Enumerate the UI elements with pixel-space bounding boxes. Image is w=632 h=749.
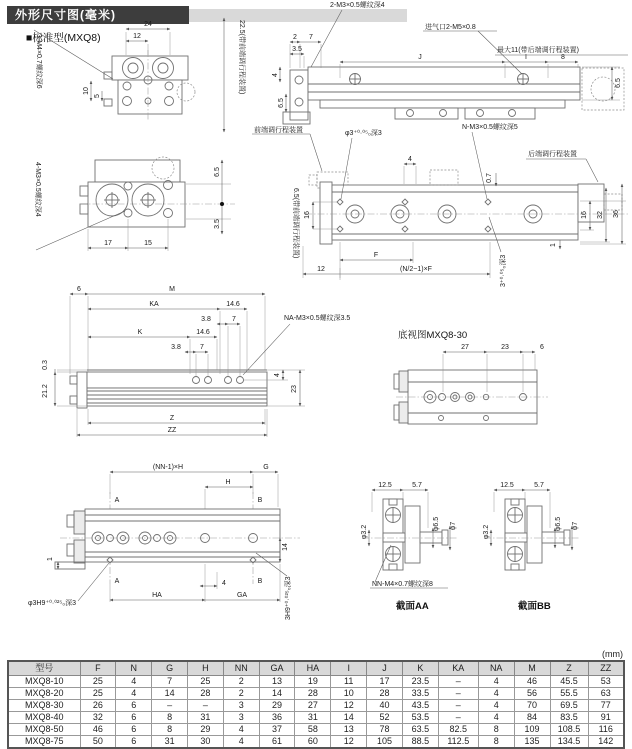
dim-1: 1 <box>47 557 54 561</box>
drawing-side-view <box>272 0 628 124</box>
dim-4: 4 <box>408 156 412 163</box>
dim-phi-3-2: φ3.2 <box>483 524 490 540</box>
col-ha: HA <box>295 661 331 676</box>
table-cell: MXQ8-75 <box>8 736 80 749</box>
dim-24: 24 <box>144 21 152 28</box>
dim-KA: KA <box>149 301 159 308</box>
table-cell: 2 <box>223 688 259 700</box>
col-na: NA <box>478 661 514 676</box>
table-cell: 8 <box>478 736 514 749</box>
table-cell: 36 <box>259 712 295 724</box>
note-max-11: 最大11(带后端调行程装置) <box>497 47 579 54</box>
thread-label-3m4: 3-M4×0.7螺纹深6 <box>35 34 42 89</box>
section-a-bottom: A <box>114 578 120 585</box>
table-cell: 8 <box>478 724 514 736</box>
dim-23: 23 <box>291 385 298 393</box>
table-row <box>8 676 624 688</box>
dim-GA: GA <box>236 592 248 599</box>
table-cell: MXQ8-40 <box>8 712 80 724</box>
dim-6-5: 6.5 <box>214 167 221 177</box>
table-cell: 46 <box>80 724 116 736</box>
drawing-section-aa <box>361 482 458 612</box>
air-port-label: 进气口2-M5×0.8 <box>425 24 476 31</box>
table-cell: 28 <box>295 688 331 700</box>
dim-27: 27 <box>461 344 469 351</box>
table-cell: 10 <box>331 688 367 700</box>
table-row <box>8 700 624 712</box>
table-cell: 70 <box>514 700 550 712</box>
dim-J: J <box>418 54 422 61</box>
table-row <box>8 688 624 700</box>
table-cell: 13 <box>259 676 295 688</box>
dim-3-5: 3.5 <box>214 219 221 229</box>
table-cell: 17 <box>367 676 403 688</box>
dim-6: 6 <box>540 344 544 351</box>
dim-16-right: 16 <box>581 211 588 219</box>
drawing-front-end-view <box>34 18 247 132</box>
table-cell: – <box>438 676 478 688</box>
table-cell: 55.5 <box>550 688 588 700</box>
drawing-plan-view <box>252 122 628 287</box>
note-6-5-front: 6.5(带前端调行程装置) <box>292 188 299 259</box>
table-cell: 142 <box>588 736 624 749</box>
side-hole-label: 3⁺⁰·⁰⁵₀深3 <box>500 254 507 287</box>
dim-H: H <box>225 479 231 486</box>
table-cell: 60 <box>295 736 331 749</box>
table-cell: 4 <box>478 688 514 700</box>
table-cell: 108.5 <box>550 724 588 736</box>
dim-3-8-b: 3.8 <box>171 344 181 351</box>
table-cell: – <box>438 700 478 712</box>
dim-6-5-left: 6.5 <box>278 98 285 108</box>
table-cell: 53 <box>588 676 624 688</box>
dim-23: 23 <box>501 344 509 351</box>
drawing-rear-end-view <box>34 157 235 251</box>
dim-17: 17 <box>104 240 112 247</box>
table-cell: 25 <box>80 688 116 700</box>
table-cell: – <box>152 700 188 712</box>
table-cell: 32 <box>80 712 116 724</box>
table-cell: 14 <box>331 712 367 724</box>
dim-7-a: 7 <box>232 316 236 323</box>
dim-12-5: 12.5 <box>500 482 514 489</box>
table-cell: MXQ8-50 <box>8 724 80 736</box>
col-model: 型号 <box>8 661 80 676</box>
col-z: Z <box>550 661 588 676</box>
table-cell: 29 <box>259 700 295 712</box>
dim-6-5-right: 6.5 <box>615 78 622 88</box>
section-aa-caption: 截面AA <box>396 601 429 612</box>
table-cell: 19 <box>295 676 331 688</box>
front-adjuster-label: 前端调行程装置 <box>254 127 303 134</box>
dim-5-7: 5.7 <box>412 482 422 489</box>
dim-0-3: 0.3 <box>42 360 49 370</box>
dim-phi-7: φ7 <box>572 521 579 531</box>
dim-G: G <box>263 464 269 471</box>
dim-1: 1 <box>550 243 557 247</box>
thread-label-nm3: N-M3×0.5螺纹深5 <box>462 124 518 131</box>
note-front-adjuster-height: 22.5(带前端调行程装置) <box>238 20 245 95</box>
table-cell: 31 <box>295 712 331 724</box>
thread-label-nn-m4: NN-M4×0.7螺纹深8 <box>372 581 433 588</box>
page-title: 外形尺寸图(毫米) <box>7 6 189 24</box>
dim-I: I <box>525 54 527 61</box>
table-cell: MXQ8-10 <box>8 676 80 688</box>
table-cell: – <box>187 700 223 712</box>
table-cell: 6 <box>116 700 152 712</box>
table-cell: 4 <box>223 736 259 749</box>
drawing-bottom-view <box>394 329 548 424</box>
dim-36: 36 <box>613 210 620 218</box>
table-cell: 25 <box>80 676 116 688</box>
col-g: G <box>152 661 188 676</box>
table-cell: 12 <box>331 736 367 749</box>
table-cell: 105 <box>367 736 403 749</box>
table-cell: 4 <box>478 700 514 712</box>
side-hole-label-3h9: 3H9⁺⁰·⁰²⁵₀深3 <box>285 576 292 620</box>
table-cell: 6 <box>116 724 152 736</box>
dim-12: 12 <box>133 33 141 40</box>
table-cell: 43.5 <box>402 700 438 712</box>
thread-label-na-m3: NA-M3×0.5螺纹深3.5 <box>284 315 351 322</box>
model-subtitle: ■标准型(MXQ8) <box>26 32 101 44</box>
dim-phi-6-5: φ6.5 <box>433 516 440 532</box>
table-cell: – <box>438 712 478 724</box>
table-cell: 45.5 <box>550 676 588 688</box>
table-cell: 11 <box>331 676 367 688</box>
dim-3-5: 3.5 <box>292 46 302 53</box>
dim-HA: HA <box>152 592 162 599</box>
drawing-section-bb <box>483 482 580 612</box>
table-cell: 13 <box>331 724 367 736</box>
table-cell: 78 <box>367 724 403 736</box>
dim-2: 2 <box>293 34 297 41</box>
dim-7: 7 <box>309 34 313 41</box>
dim-12-5: 12.5 <box>378 482 392 489</box>
table-cell: 82.5 <box>438 724 478 736</box>
dim-14: 14 <box>282 543 289 551</box>
hole-label-phi3h9: φ3H9⁺⁰·⁰²⁵₀深3 <box>28 600 77 607</box>
dim-4: 4 <box>222 580 226 587</box>
dim-4: 4 <box>274 373 281 377</box>
table-header-row <box>8 661 624 676</box>
dim-F: F <box>373 252 379 259</box>
table-cell: 8 <box>152 724 188 736</box>
dim-14-6-b: 14.6 <box>196 329 210 336</box>
thread-label-2m3: 2-M3×0.5螺纹深4 <box>330 2 385 9</box>
table-cell: 31 <box>187 712 223 724</box>
col-zz: ZZ <box>588 661 624 676</box>
thread-label-4m3: 4-M3×0.5螺纹深4 <box>34 162 41 217</box>
table-body <box>8 676 624 749</box>
table-cell: 56 <box>514 688 550 700</box>
table-cell: 26 <box>80 700 116 712</box>
table-row <box>8 724 624 736</box>
table-cell: 109 <box>514 724 550 736</box>
drawing-section-plan-view <box>28 464 300 620</box>
table-cell: 6 <box>116 712 152 724</box>
unit-note: (mm) <box>602 649 623 659</box>
dim-8: 8 <box>561 54 565 61</box>
dim-M: M <box>169 286 175 293</box>
col-ga: GA <box>259 661 295 676</box>
dim-nn-1-h: (NN-1)×H <box>152 464 184 471</box>
table-cell: 31 <box>152 736 188 749</box>
table-cell: 63.5 <box>402 724 438 736</box>
table-cell: 29 <box>187 724 223 736</box>
table-cell: 4 <box>478 676 514 688</box>
dim-32: 32 <box>597 211 604 219</box>
table-cell: 46 <box>514 676 550 688</box>
dim-phi-7: φ7 <box>450 521 457 531</box>
table-cell: 27 <box>295 700 331 712</box>
table-cell: 8 <box>152 712 188 724</box>
table-cell: 40 <box>367 700 403 712</box>
dim-phi-6-5: φ6.5 <box>555 516 562 532</box>
table-cell: 53.5 <box>402 712 438 724</box>
col-i: I <box>331 661 367 676</box>
table-cell: 58 <box>295 724 331 736</box>
rear-adjuster-label: 后端调行程装置 <box>528 151 577 158</box>
table-cell: 28 <box>367 688 403 700</box>
dim-K: K <box>137 329 143 336</box>
table-cell: 25 <box>187 676 223 688</box>
dim-5: 5 <box>94 94 101 98</box>
table-cell: MXQ8-20 <box>8 688 80 700</box>
dim-15: 15 <box>144 240 152 247</box>
dimension-table <box>7 660 625 749</box>
col-f: F <box>80 661 116 676</box>
table-cell: – <box>438 688 478 700</box>
dim-14-6-a: 14.6 <box>226 301 240 308</box>
table-cell: 4 <box>116 688 152 700</box>
table-cell: 4 <box>223 724 259 736</box>
table-cell: 91 <box>588 712 624 724</box>
dim-ZZ: ZZ <box>167 427 177 434</box>
dim-7-b: 7 <box>200 344 204 351</box>
table-cell: 88.5 <box>402 736 438 749</box>
col-ka: KA <box>438 661 478 676</box>
dim-3-8-a: 3.8 <box>201 316 211 323</box>
table-cell: 4 <box>478 712 514 724</box>
col-n: N <box>116 661 152 676</box>
dim-Z: Z <box>169 415 175 422</box>
dim-n2-1-f: (N/2−1)×F <box>400 266 432 273</box>
table-cell: 3 <box>223 700 259 712</box>
col-k: K <box>402 661 438 676</box>
table-cell: 14 <box>259 688 295 700</box>
hole-label-phi3: φ3⁺⁰·⁰⁵₀深3 <box>345 130 382 137</box>
section-b-top: B <box>257 497 263 504</box>
table-cell: 112.5 <box>438 736 478 749</box>
table-cell: 33.5 <box>402 688 438 700</box>
col-nn: NN <box>223 661 259 676</box>
dim-phi-3-2: φ3.2 <box>361 524 368 540</box>
table-cell: 30 <box>187 736 223 749</box>
table-cell: MXQ8-30 <box>8 700 80 712</box>
table-cell: 6 <box>116 736 152 749</box>
section-b-bottom: B <box>257 578 263 585</box>
table-cell: 134.5 <box>550 736 588 749</box>
table-row <box>8 736 624 749</box>
table-cell: 50 <box>80 736 116 749</box>
table-cell: 116 <box>588 724 624 736</box>
drawing-table-plan-view <box>42 286 350 437</box>
dim-16-left: 16 <box>304 211 311 219</box>
dim-4: 4 <box>272 73 279 77</box>
dim-21-2: 21.2 <box>42 384 49 398</box>
dim-6: 6 <box>77 286 81 293</box>
table-cell: 37 <box>259 724 295 736</box>
table-cell: 3 <box>223 712 259 724</box>
table-cell: 23.5 <box>402 676 438 688</box>
table-cell: 4 <box>116 676 152 688</box>
dim-5-7: 5.7 <box>534 482 544 489</box>
col-h: H <box>187 661 223 676</box>
col-j: J <box>367 661 403 676</box>
table-row <box>8 712 624 724</box>
table-cell: 12 <box>331 700 367 712</box>
table-cell: 61 <box>259 736 295 749</box>
table-cell: 69.5 <box>550 700 588 712</box>
table-cell: 77 <box>588 700 624 712</box>
table-cell: 28 <box>187 688 223 700</box>
table-cell: 84 <box>514 712 550 724</box>
section-a-top: A <box>114 497 120 504</box>
dim-12: 12 <box>317 266 325 273</box>
dim-0-7: 0.7 <box>486 173 493 183</box>
dim-10: 10 <box>83 87 90 95</box>
table-cell: 63 <box>588 688 624 700</box>
table-cell: 2 <box>223 676 259 688</box>
col-m: M <box>514 661 550 676</box>
section-bb-caption: 截面BB <box>518 601 551 612</box>
table-cell: 52 <box>367 712 403 724</box>
table-cell: 7 <box>152 676 188 688</box>
table-cell: 135 <box>514 736 550 749</box>
table-cell: 14 <box>152 688 188 700</box>
bottom-view-title: 底视图MXQ8-30 <box>398 330 468 341</box>
table-cell: 83.5 <box>550 712 588 724</box>
